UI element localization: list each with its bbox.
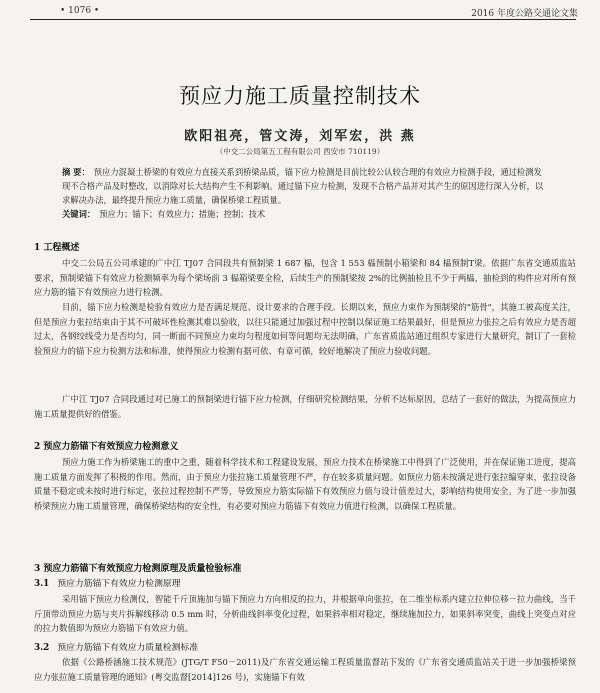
abstract-text: 预应力混凝土桥梁的有效应力直接关系到桥梁品质，锚下应力检测是目前比较公认较合理的有效应力检测手段，通过检测发现不合格产品及时整改，以消除对长大结构产生不利影响。通过锚下应力检测，发现不合格产品并对其产生的原因进行深入分析，以求解决办法，最终提升预应力施工质量，确保桥梁工程质量。 — [62, 167, 544, 205]
subsection-heading — [34, 640, 198, 653]
subsection-number: 3.2 — [34, 643, 50, 653]
paragraph: 目前，锚下应力检测是检验有效应力是否满足规范、设计要求的合理手段。长期以来，预应力束作为预制梁的"筋骨"，其施工被高度关注，但是预应力张拉结束由于其不可破坏性检测其难以验收，以往只能通过加强过程中控制以保证施工结果最好，但是预应力张拉之后有效应力是否超过太，各钢绞线受力是否均匀，同一断面不同预应力束均匀程度如何等问题均无法明确，广东省质监站通过组织专家进行大量研究，制订了一套检验预应力的锚下应力检测方法和标准，使得预应力检测有据可依、有章可循，较好地解决了预应力验收问题。 — [34, 302, 576, 356]
paragraph: 采用锚下预应力检测仪，智能千斤顶施加与锚下预应力方向相反的拉力，并根据单向张拉，在二维坐标系内建立拉伸位移－拉力曲线，当千斤顶带动预应力筋与夹片拆解线移动 0.5 mm 时，分析曲线斜率变化过程，如果斜率相对稳定，继续施加拉力，如果斜率突变，曲线上突变点对应的拉力数值即为预应力筋锚下有效应力值。 — [34, 594, 576, 633]
keywords-label: 关键词： — [62, 209, 96, 219]
section-heading: 3 预应力筋锚下有效预应力检测原理及质量检验标准 — [34, 564, 242, 574]
authors: 欧阳祖亮，管文涛，刘军宏，洪 燕 — [184, 129, 416, 144]
keywords-text: 预应力；锚下；有效应力；措施；控制；技术 — [99, 209, 266, 219]
abstract-label: 摘 要： — [62, 167, 90, 177]
paragraph: 预应力施工作为桥梁施工的重中之重，随着科学技术和工程建设发展，预应力技术在桥梁施工中得到了广泛使用，并在保证施工进度，提高施工质量方面发挥了积极的作用。然而，由于预应力张拉施工质量管理不严，存在较多质量问题。如预应力筋未按满足进行张拉编穿束，张拉设备质量不稳定或未按时进行标定，张拉过程控制不严等，导致预应力筋实际锚下有效预应力值与设计值差过大，影响结构使用安全。为了进一步加强桥梁预应力施工质量管理，确保桥梁结构的安全性，有必要对预应力筋锚下有效应力值进行检测，以确保工程质量。 — [34, 457, 576, 511]
paragraph: 依据《公路桥涵施工技术规范》(JTG/T F50－2011)及广东省交通运输工程质量监督站下发的《广东省交通质监站关于进一步加强桥梁预应力张拉施工质量管理的通知》(粤交监督[2014]126 号)，实施锚下有效 — [34, 657, 576, 682]
abstract — [62, 165, 550, 207]
keywords — [62, 207, 550, 221]
affiliation: （中交二公局第五工程有限公司 西安市 710119） — [215, 147, 385, 156]
paragraph: 中交二公局五公司承建的广中江 TJ07 合同段共有预制梁 1 687 榀，包含 1 553 榀预制小箱梁和 84 榀预制T梁。依据广东省交通质监站要求，预制梁锚下有效应力检测频率为每个梁场前 3 榀箱梁要全检，后续生产的预制梁按 2%的比例抽检且不少于两榀，抽检到的构件应对所有预应力筋的锚下有效预应力进行检测。 — [34, 258, 576, 297]
subsection-number: 3.1 — [34, 579, 50, 589]
paper-title: 预应力施工质量控制技术 — [179, 84, 421, 108]
paragraph: 广中江 TJ07 合同段通过对已施工的预制梁进行锚下应力检测，仔细研究检测结果，分析不达标原因，总结了一套好的做法，为提高预应力施工质量提供好的借鉴。 — [34, 394, 576, 419]
subsection-title: 预应力筋锚下有效应力检测原理 — [57, 579, 181, 589]
section-heading: 2 预应力筋锚下有效预应力检测意义 — [34, 442, 179, 452]
journal-name: 2016 年度公路交通论文集 — [471, 9, 578, 19]
page-number: • 1076 • — [60, 6, 100, 16]
subsection-heading — [34, 576, 180, 589]
header-rule — [30, 19, 576, 20]
section-heading: 1 工程概述 — [34, 243, 80, 253]
subsection-title: 预应力筋锚下有效应力质量检测标准 — [57, 643, 199, 653]
